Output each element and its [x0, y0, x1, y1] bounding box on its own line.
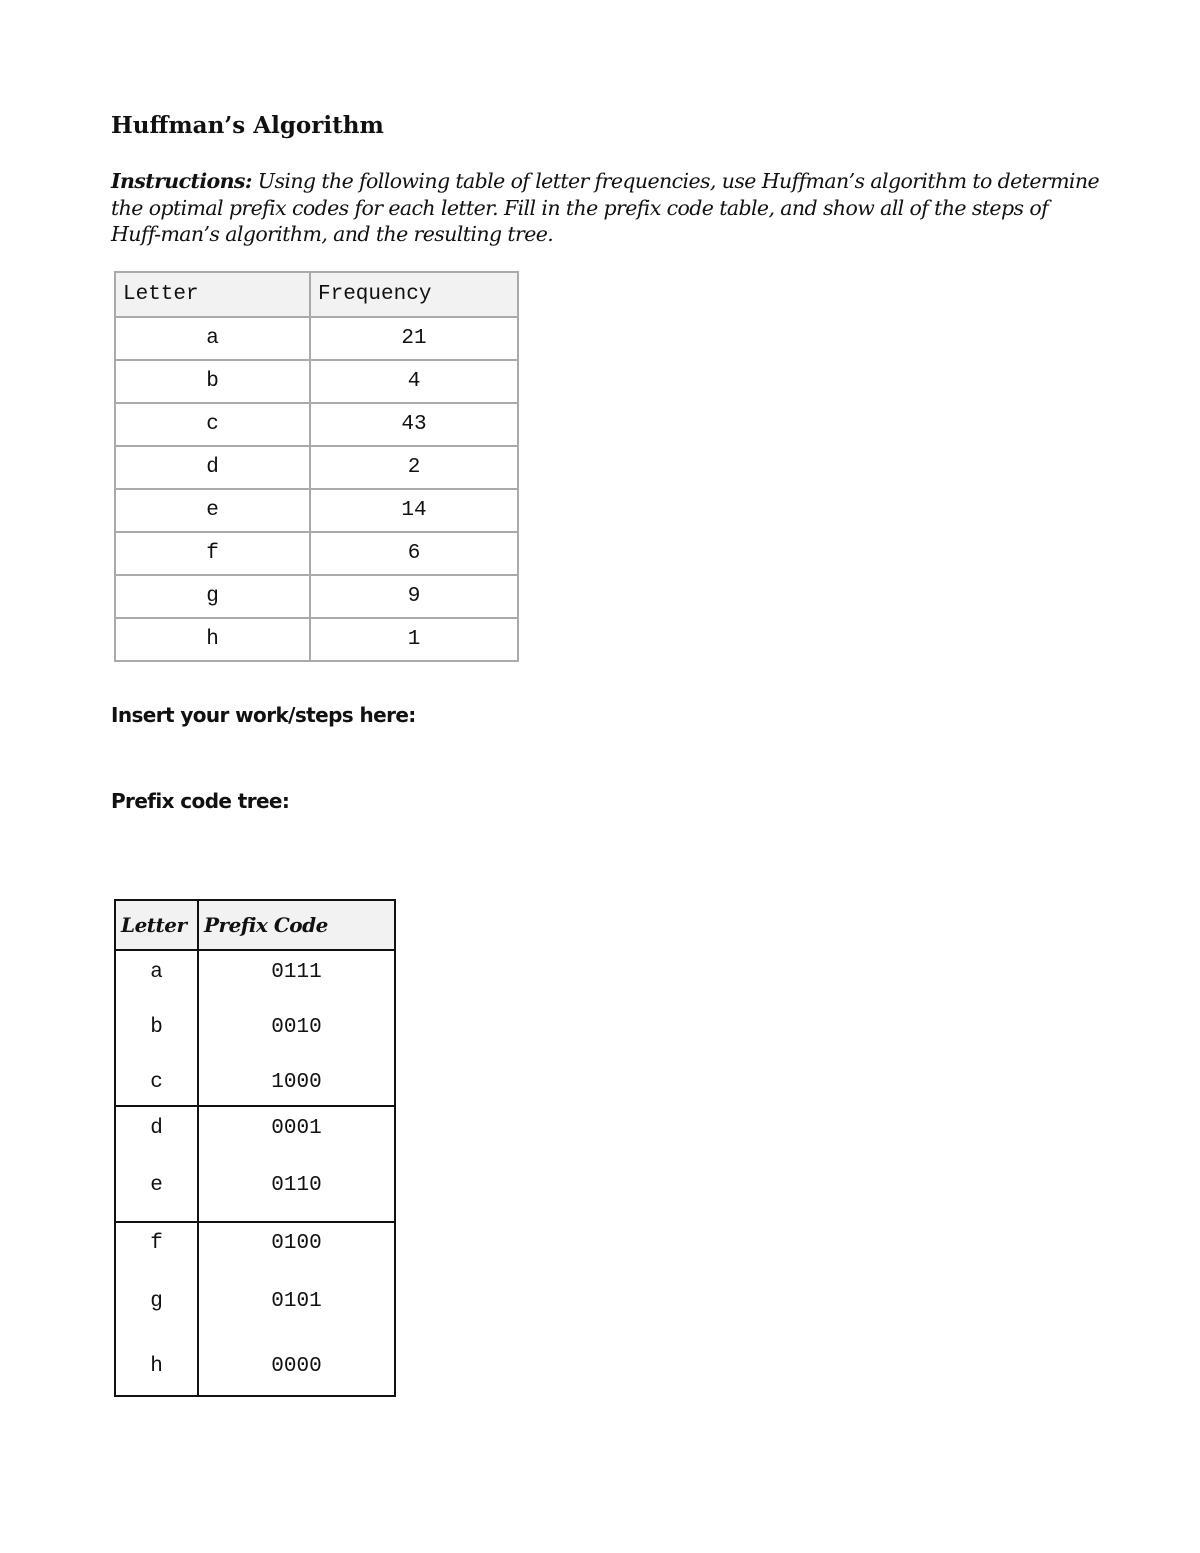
frequency-cell: 1 [310, 618, 518, 661]
code-cell: 1000 [198, 1060, 395, 1106]
table-row [115, 1106, 395, 1150]
tree-heading: Prefix code tree: [111, 789, 290, 813]
code-cell: 0000 [198, 1338, 395, 1396]
header-letter: Letter [115, 272, 310, 317]
letter-cell: h [115, 618, 310, 661]
table-row [115, 1060, 395, 1106]
header-frequency: Frequency [310, 272, 518, 317]
letter-cell: c [115, 1060, 198, 1106]
table-row [115, 575, 518, 618]
code-cell: 0111 [198, 950, 395, 994]
frequency-cell: 21 [310, 317, 518, 360]
letter-cell: d [115, 1106, 198, 1150]
instructions-label: Instructions: [111, 169, 252, 193]
instructions-paragraph [111, 168, 1101, 248]
prefix-code-table [114, 899, 396, 1397]
letter-cell: f [115, 1222, 198, 1264]
table-row [115, 489, 518, 532]
header-letter: Letter [115, 900, 198, 950]
table-row [115, 618, 518, 661]
letter-cell: c [115, 403, 310, 446]
letter-cell: h [115, 1338, 198, 1396]
frequency-table [114, 271, 519, 662]
table-row [115, 403, 518, 446]
frequency-table-header [115, 272, 518, 317]
frequency-cell: 6 [310, 532, 518, 575]
table-row [115, 446, 518, 489]
frequency-cell: 2 [310, 446, 518, 489]
prefix-table-header [115, 900, 395, 950]
code-cell: 0101 [198, 1264, 395, 1338]
letter-cell: d [115, 446, 310, 489]
code-cell: 0100 [198, 1222, 395, 1264]
frequency-cell: 14 [310, 489, 518, 532]
table-row [115, 950, 395, 994]
table-row [115, 1150, 395, 1222]
table-row [115, 994, 395, 1060]
letter-cell: e [115, 1150, 198, 1222]
letter-cell: a [115, 317, 310, 360]
letter-cell: g [115, 1264, 198, 1338]
header-prefix-code: Prefix Code [198, 900, 395, 950]
table-row [115, 1264, 395, 1338]
work-heading: Insert your work/steps here: [111, 703, 416, 727]
table-row [115, 360, 518, 403]
code-cell: 0010 [198, 994, 395, 1060]
table-row [115, 1338, 395, 1396]
code-cell: 0001 [198, 1106, 395, 1150]
table-row [115, 1222, 395, 1264]
letter-cell: b [115, 994, 198, 1060]
letter-cell: a [115, 950, 198, 994]
letter-cell: g [115, 575, 310, 618]
frequency-cell: 4 [310, 360, 518, 403]
table-row [115, 317, 518, 360]
code-cell: 0110 [198, 1150, 395, 1222]
table-row [115, 532, 518, 575]
frequency-cell: 43 [310, 403, 518, 446]
letter-cell: b [115, 360, 310, 403]
letter-cell: f [115, 532, 310, 575]
instructions-text: Using the following table of letter frequencies, use Huffman’s algorithm to determine the optimal prefix codes for each letter. Fill in the prefix code table, and show all of the steps of Huff-man’s algorithm, and the resulting tree. [111, 169, 1100, 246]
page-title: Huffman’s Algorithm [111, 112, 384, 139]
letter-cell: e [115, 489, 310, 532]
frequency-cell: 9 [310, 575, 518, 618]
